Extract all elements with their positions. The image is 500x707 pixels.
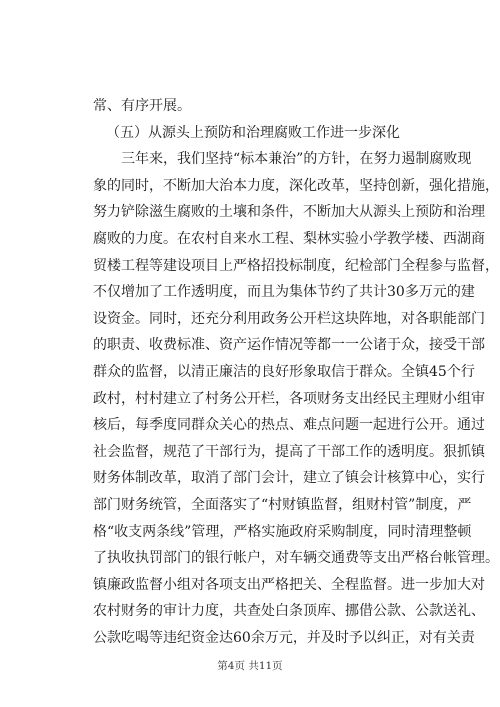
text-line: 腐败的力度。在农村自来水工程、梨林实验小学教学楼、西湖商 <box>93 230 485 247</box>
text-line: 努力铲除滋生腐败的土壤和条件，不断加大从源头上预防和治理 <box>93 204 485 221</box>
text-line: 了执收执罚部门的银行帐户，对车辆交通费等支出严格台帐管理。 <box>93 550 499 567</box>
text-line: 设资金。同时，还充分利用政务公开栏这块阵地，对各职能部门 <box>93 310 485 327</box>
text-line: 常、有序开展。 <box>93 98 191 114</box>
text-line: 核后，每季度同群众关心的热点、难点问题一起进行公开。通过 <box>93 417 485 434</box>
text-line: 社会监督，规范了干部行为，提高了干部工作的透明度。狠抓镇 <box>93 443 485 460</box>
text-line: 镇廉政监督小组对各项支出严格把关、全程监督。进一步加大对 <box>93 576 485 593</box>
text-line: 公款吃喝等违纪资金达60余万元，并及时予以纠正，对有关责 <box>93 629 475 646</box>
text-line: 农村财务的审计力度，共查处白条顶库、挪借公款、公款送礼、 <box>93 603 485 620</box>
text-line: 财务体制改革，取消了部门会计，建立了镇会计核算中心，实行 <box>93 470 485 487</box>
text-line: 三年来，我们坚持“标本兼治”的方针，在努力遏制腐败现 <box>121 151 472 168</box>
text-line: 格“收支两条线”管理，严格实施政府采购制度，同时清理整顿 <box>93 523 472 540</box>
text-line: 部门财务统管，全面落实了“村财镇监督，组财村管”制度，严 <box>93 496 472 513</box>
text-line: 群众的监督，以清正廉洁的良好形象取信于群众。全镇45个行 <box>93 363 475 380</box>
text-line: 的职责、收费标准、资产运作情况等都一一公诸于众，接受干部 <box>93 337 485 354</box>
text-line: 贸楼工程等建设项目上严格招投标制度，纪检部门全程参与监督， <box>93 257 499 274</box>
text-line: 象的同时，不断加大治本力度，深化改革，坚持创新，强化措施， <box>93 177 499 194</box>
text-line: 不仅增加了工作透明度，而且为集体节约了共计30多万元的建 <box>93 284 475 301</box>
body-text <box>93 93 499 651</box>
page-footer: 第4页 共11页 <box>217 660 283 672</box>
text-line: 政村，村村建立了村务公开栏，各项财务支出经民主理财小组审 <box>93 390 485 407</box>
section-heading: （五）从源头上预防和治理腐败工作进一步深化 <box>106 124 400 141</box>
